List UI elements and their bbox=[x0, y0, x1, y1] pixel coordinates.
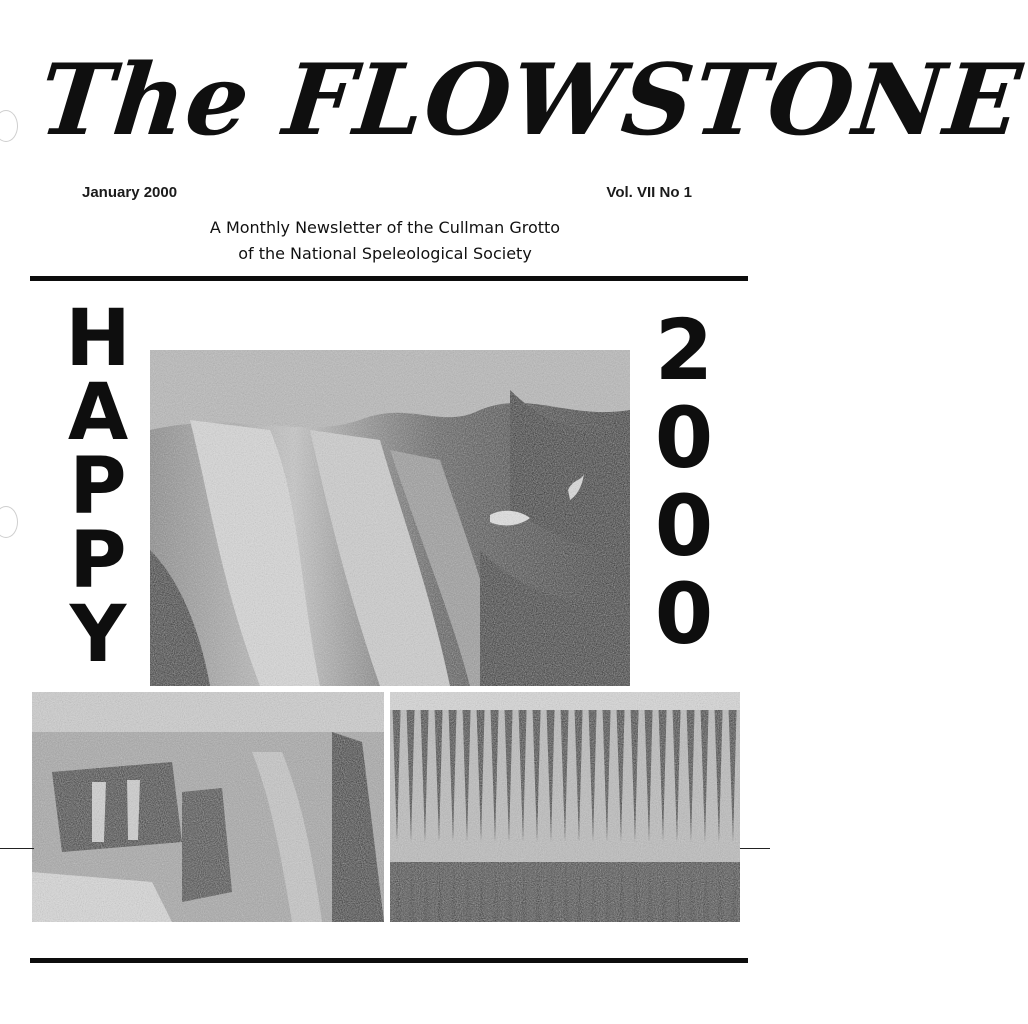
happy-vertical-text bbox=[62, 294, 134, 680]
year-digit: 0 bbox=[654, 477, 714, 575]
scan-artifact bbox=[0, 848, 34, 849]
scan-artifact bbox=[740, 848, 770, 849]
happy-letter: P bbox=[69, 442, 127, 532]
issue-date: January 2000 bbox=[82, 184, 178, 201]
newsletter-title: The FLOWSTONE bbox=[34, 43, 1028, 158]
year-digit: 0 bbox=[654, 565, 714, 663]
cave-column-photo bbox=[32, 692, 384, 922]
punch-hole bbox=[0, 506, 18, 538]
bottom-rule bbox=[30, 958, 748, 963]
issue-volume: Vol. VII No 1 bbox=[606, 184, 692, 201]
punch-hole bbox=[0, 110, 18, 142]
cave-formations-photo bbox=[150, 350, 630, 686]
happy-letter: A bbox=[67, 368, 129, 458]
happy-letter: H bbox=[65, 294, 131, 384]
top-rule bbox=[30, 276, 748, 281]
year-digit: 0 bbox=[654, 389, 714, 487]
year-vertical-text bbox=[644, 301, 724, 663]
year-digit: 2 bbox=[654, 301, 714, 399]
subtitle-line-2: of the National Speleological Society bbox=[238, 244, 532, 263]
stalactites-photo bbox=[390, 692, 740, 922]
subtitle-line-1: A Monthly Newsletter of the Cullman Grotto bbox=[209, 218, 561, 237]
happy-letter: P bbox=[69, 516, 127, 606]
happy-letter: Y bbox=[69, 590, 127, 680]
